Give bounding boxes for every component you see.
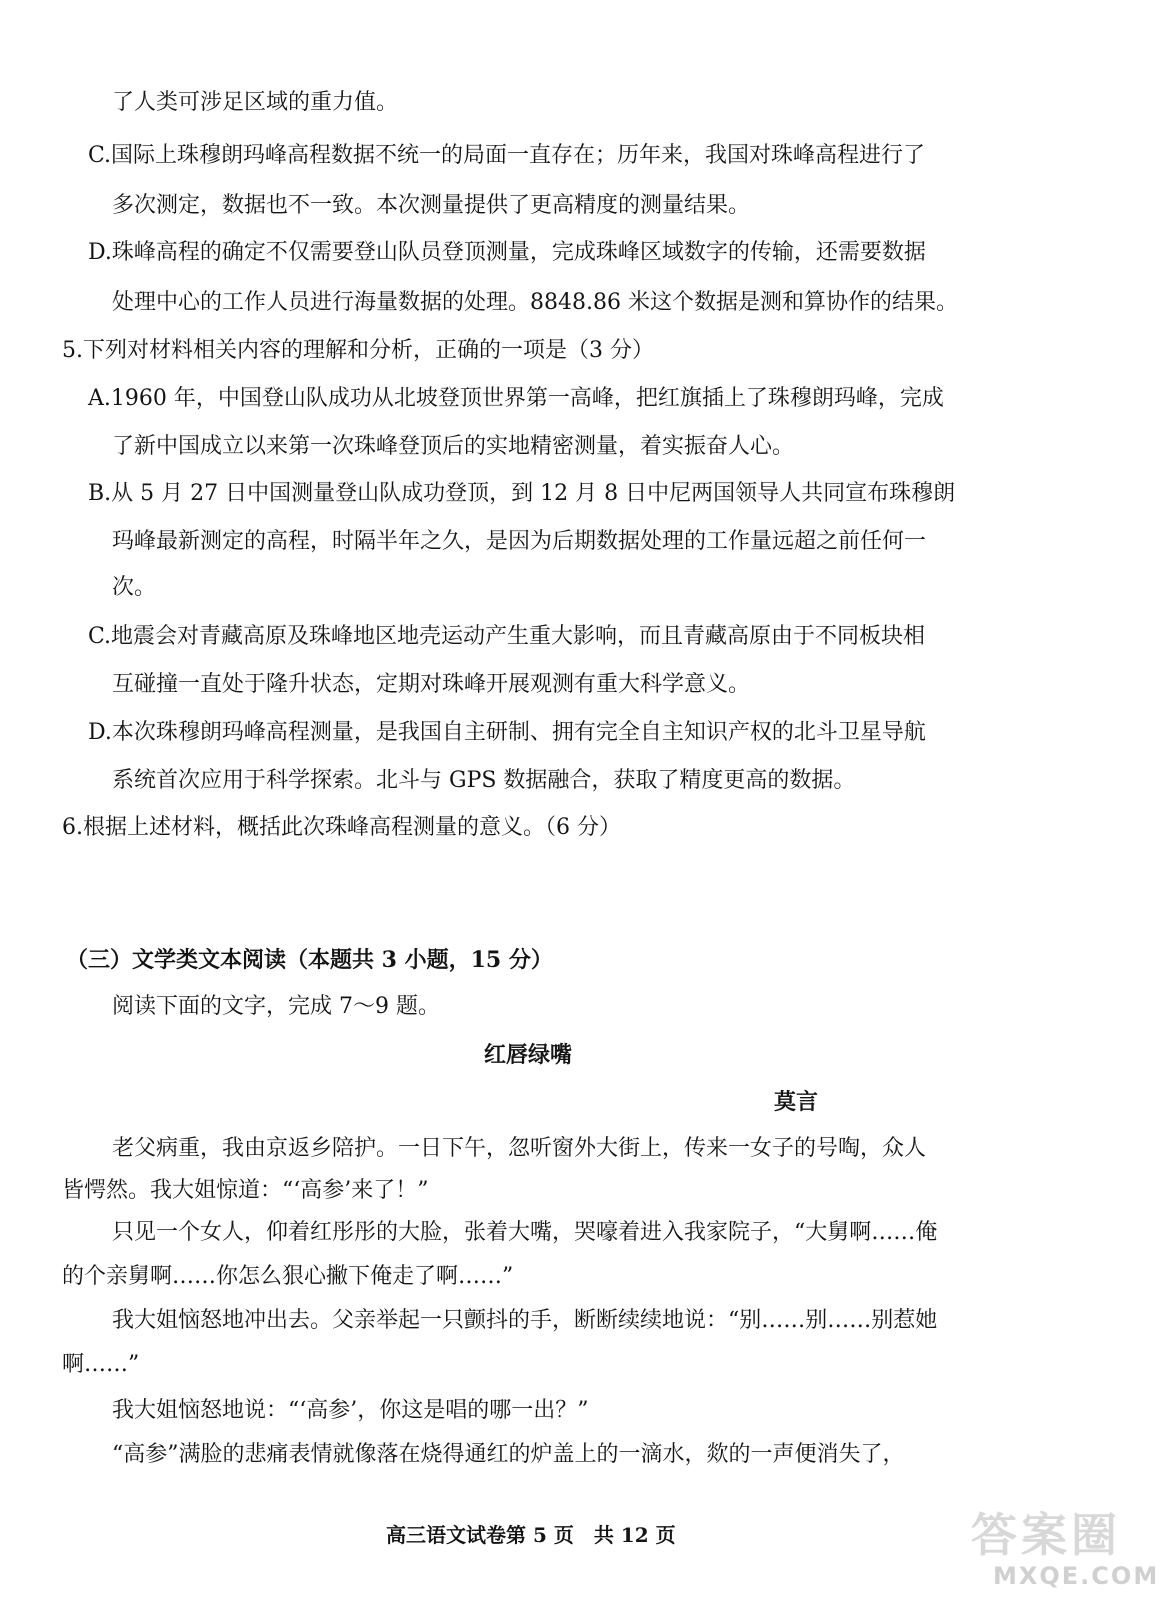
watermark-url: MXQE.COM (993, 1562, 1159, 1590)
story-line: 我大姐恼怒地说：“‘高参’，你这是唱的哪一出？” (112, 1398, 589, 1423)
q5-option-a-line-2: 了新中国成立以来第一次珠峰登顶后的实地精密测量，着实振奋人心。 (112, 434, 795, 459)
text-line: 了人类可涉足区域的重力值。 (112, 90, 399, 115)
question-5: 5.下列对材料相关内容的理解和分析，正确的一项是（3 分） (62, 338, 654, 363)
story-line: “高参”满脸的悲痛表情就像落在烧得通红的炉盖上的一滴水，欻的一声便消失了， (112, 1442, 905, 1467)
story-line: 我大姐恼怒地冲出去。父亲举起一只颤抖的手，断断续续地说：“别……别……别惹她 (112, 1308, 938, 1333)
story-title: 红唇绿嘴 (484, 1042, 573, 1068)
story-author: 莫言 (774, 1089, 819, 1115)
story-line: 皆愕然。我大姐惊道：“‘高参’来了！” (62, 1178, 429, 1203)
watermark-logo (935, 1508, 1159, 1592)
story-line: 啊……” (62, 1352, 140, 1377)
option-d-line-2: 处理中心的工作人员进行海量数据的处理。8848.86 米这个数据是测和算协作的结果。 (112, 290, 958, 315)
q5-option-d-line-1: D.本次珠穆朗玛峰高程测量，是我国自主研制、拥有完全自主知识产权的北斗卫星导航 (88, 720, 926, 745)
q5-option-c-line-2: 互碰撞一直处于隆升状态，定期对珠峰开展观测有重大科学意义。 (112, 672, 751, 697)
reading-instruction: 阅读下面的文字，完成 7～9 题。 (112, 994, 440, 1019)
q5-option-c-line-1: C.地震会对青藏高原及珠峰地区地壳运动产生重大影响，而且青藏高原由于不同板块相 (88, 624, 926, 649)
story-line: 的个亲舅啊……你怎么狠心撇下俺走了啊……” (62, 1264, 514, 1289)
option-c-line-2: 多次测定，数据也不一致。本次测量提供了更高精度的测量结果。 (112, 193, 751, 218)
story-line: 只见一个女人，仰着红彤彤的大脸，张着大嘴，哭嚎着进入我家院子，“大舅啊……俺 (112, 1220, 938, 1245)
q5-option-d-line-2: 系统首次应用于科学探索。北斗与 GPS 数据融合，获取了精度更高的数据。 (112, 768, 856, 793)
watermark-text: 答案圈 (971, 1508, 1121, 1562)
q5-option-b-line-3: 次。 (112, 575, 157, 600)
option-c-line-1: C.国际上珠穆朗玛峰高程数据不统一的局面一直存在；历年来，我国对珠峰高程进行了 (88, 143, 926, 168)
page-footer: 高三语文试卷第 5 页 共 12 页 (386, 1523, 676, 1547)
story-line: 老父病重，我由京返乡陪护。一日下午，忽听窗外大街上，传来一女子的号啕，众人 (112, 1136, 927, 1161)
option-d-line-1: D.珠峰高程的确定不仅需要登山队员登顶测量，完成珠峰区域数字的传输，还需要数据 (88, 240, 926, 265)
q5-option-b-line-1: B.从 5 月 27 日中国测量登山队成功登顶，到 12 月 8 日中尼两国领导人共同宣布珠穆朗 (88, 481, 956, 506)
q5-option-b-line-2: 玛峰最新测定的高程，时隔半年之久，是因为后期数据处理的工作量远超之前任何一 (112, 529, 927, 554)
section-heading: （三）文学类文本阅读（本题共 3 小题，15 分） (66, 947, 553, 973)
question-6: 6.根据上述材料，概括此次珠峰高程测量的意义。（6 分） (62, 815, 621, 840)
q5-option-a-line-1: A.1960 年，中国登山队成功从北坡登顶世界第一高峰，把红旗插上了珠穆朗玛峰，完成 (88, 386, 944, 411)
